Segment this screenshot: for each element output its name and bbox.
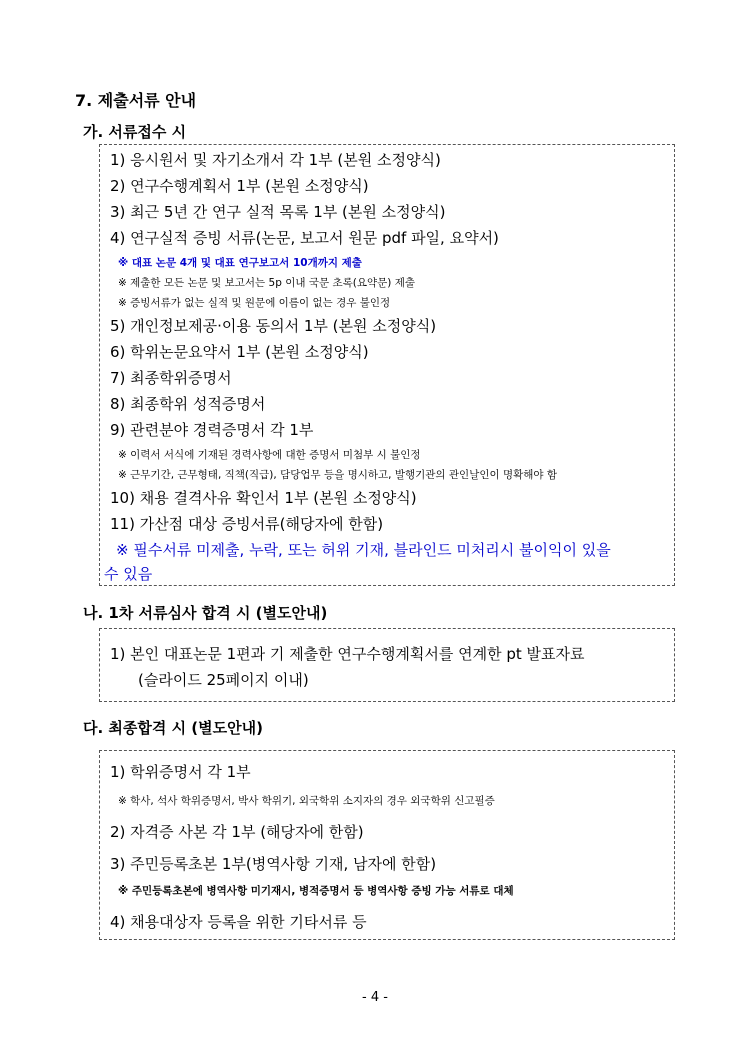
list-item: (슬라이드 25페이지 이내) — [138, 671, 309, 689]
subsection-c-box — [99, 750, 675, 940]
list-item: 1) 학위증명서 각 1부 — [110, 763, 251, 781]
list-note: ※ 제출한 모든 논문 및 보고서는 5p 이내 국문 초록(요약문) 제출 — [118, 277, 416, 289]
list-note: ※ 주민등록초본에 병역사항 미기재시, 병적증명서 등 병역사항 증빙 가능 서류로 대체 — [118, 885, 514, 897]
list-item: 7) 최종학위증명서 — [110, 369, 232, 387]
list-note: ※ 이력서 서식에 기재된 경력사항에 대한 증명서 미첨부 시 불인정 — [118, 449, 421, 461]
list-item: 9) 관련분야 경력증명서 각 1부 — [110, 421, 314, 439]
list-item: 4) 연구실적 증빙 서류(논문, 보고서 원문 pdf 파일, 요약서) — [110, 229, 499, 247]
list-item: 11) 가산점 대상 증빙서류(해당자에 한함) — [110, 515, 384, 533]
warning-note: ※ 필수서류 미제출, 누락, 또는 허위 기재, 블라인드 미처리시 불이익이 있을 — [116, 541, 611, 559]
list-item: 1) 본인 대표논문 1편과 기 제출한 연구수행계획서를 연계한 pt 발표자료 — [110, 645, 585, 663]
list-note: ※ 근무기간, 근무형태, 직책(직급), 담당업무 등을 명시하고, 발행기관의 관인날인이 명확해야 함 — [118, 469, 558, 481]
list-item: 2) 연구수행계획서 1부 (본원 소정양식) — [110, 177, 369, 195]
list-note: ※ 증빙서류가 없는 실적 및 원문에 이름이 없는 경우 불인정 — [118, 297, 391, 309]
list-item: 5) 개인정보제공·이용 동의서 1부 (본원 소정양식) — [110, 317, 437, 335]
warning-note-cont: 수 있음 — [104, 565, 153, 583]
list-item: 1) 응시원서 및 자기소개서 각 1부 (본원 소정양식) — [110, 151, 441, 169]
list-note: ※ 학사, 석사 학위증명서, 박사 학위기, 외국학위 소지자의 경우 외국학위 신고필증 — [118, 795, 495, 807]
list-item: 3) 주민등록초본 1부(병역사항 기재, 남자에 한함) — [110, 855, 437, 873]
subsection-c-heading: 다. 최종합격 시 (별도안내) — [83, 719, 263, 737]
page-number: - 4 - — [362, 990, 388, 1005]
list-item: 4) 채용대상자 등록을 위한 기타서류 등 — [110, 913, 367, 931]
list-item: 8) 최종학위 성적증명서 — [110, 395, 266, 413]
subsection-a-heading: 가. 서류접수 시 — [83, 123, 187, 141]
list-item: 3) 최근 5년 간 연구 실적 목록 1부 (본원 소정양식) — [110, 203, 446, 221]
list-note: ※ 대표 논문 4개 및 대표 연구보고서 10개까지 제출 — [118, 257, 362, 269]
subsection-b-box — [99, 628, 675, 702]
subsection-b-heading: 나. 1차 서류심사 합격 시 (별도안내) — [83, 604, 328, 622]
subsection-a-box — [99, 144, 675, 586]
list-item: 2) 자격증 사본 각 1부 (해당자에 한함) — [110, 823, 364, 841]
list-item: 10) 채용 결격사유 확인서 1부 (본원 소정양식) — [110, 489, 417, 507]
list-item: 6) 학위논문요약서 1부 (본원 소정양식) — [110, 343, 369, 361]
section-title: 7. 제출서류 안내 — [75, 91, 197, 110]
